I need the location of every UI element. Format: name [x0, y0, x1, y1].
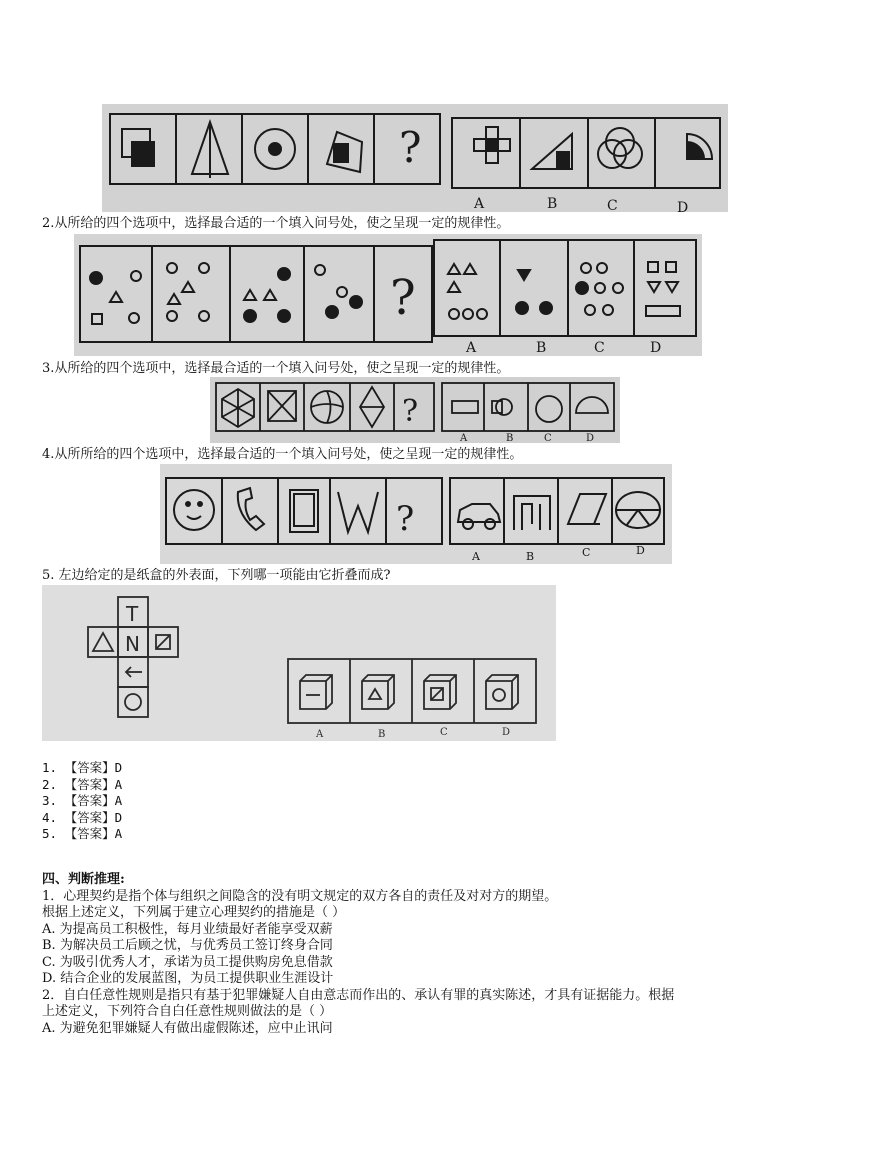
- puzzle-3-figure: [210, 377, 620, 443]
- puzzle-4-stem: 4.从所所给的四个选项中，选择最合适的一个填入问号处，使之呈现一定的规律性。: [42, 447, 523, 462]
- answer-item: 1. 【答案】D: [42, 760, 123, 775]
- net-letter-t: T: [126, 602, 139, 626]
- puzzle-1-image: [102, 104, 728, 212]
- section-line: 根据上述定义，下列属于建立心理契约的措施是（ ）: [42, 905, 346, 920]
- option-label: B: [506, 433, 514, 443]
- option-label: B: [536, 340, 547, 356]
- section-title: 四、判断推理:: [42, 872, 125, 887]
- option-label: C: [544, 433, 552, 443]
- puzzle-2-image: [74, 234, 702, 356]
- option-label: A: [316, 729, 324, 740]
- puzzle-5-image: [42, 585, 556, 741]
- section-line: C. 为吸引优秀人才，承诺为员工提供购房免息借款: [42, 954, 333, 970]
- section-judgement-reasoning: [42, 872, 674, 1037]
- puzzle-1-figure: [102, 104, 728, 212]
- puzzle-4-figure: [160, 464, 672, 564]
- answer-list: [42, 760, 122, 843]
- puzzle-2-figure: [74, 234, 702, 356]
- option-label: B: [378, 729, 386, 740]
- option-label: A: [474, 196, 485, 212]
- section-line: 1．心理契约是指个体与组织之间隐含的没有明文规定的双方各自的责任及对对方的期望。: [42, 888, 558, 904]
- option-label: C: [440, 727, 448, 738]
- option-label: D: [586, 433, 595, 443]
- answer-item: 5. 【答案】A: [42, 826, 123, 841]
- option-label: D: [677, 200, 689, 212]
- option-label: D: [636, 544, 645, 557]
- option-label: B: [526, 550, 535, 563]
- section-line: D. 结合企业的发展蓝图，为员工提供职业生涯设计: [42, 971, 334, 986]
- answer-item: 2. 【答案】A: [42, 776, 123, 792]
- section-line: 2．自白任意性规则是指只有基于犯罪嫌疑人自由意志而作出的、承认有罪的真实陈述，才具有证据能力。根据: [42, 987, 675, 1003]
- option-label: A: [460, 433, 468, 443]
- option-label: C: [582, 546, 591, 559]
- question-mark-1: ?: [399, 123, 422, 172]
- puzzle-3-stem: 3.从所给的四个选项中，选择最合适的一个填入问号处，使之呈现一定的规律性。: [42, 361, 510, 376]
- option-label: D: [502, 727, 511, 738]
- section-line: A. 为提高员工积极性，每月业绩最好者能享受双薪: [42, 921, 333, 937]
- puzzle-5-stem: 5. 左边给定的是纸盒的外表面，下列哪一项能由它折叠而成?: [42, 568, 391, 583]
- puzzle-3-image: [210, 377, 620, 443]
- section-line: B. 为解决员工后顾之忧，与优秀员工签订终身合同: [42, 938, 333, 953]
- question-mark-3: ?: [402, 394, 419, 429]
- answer-item: 4. 【答案】D: [42, 809, 123, 825]
- option-label: B: [547, 196, 558, 212]
- puzzle-4-image: [160, 464, 672, 564]
- option-label: D: [650, 340, 662, 356]
- option-label: C: [607, 198, 618, 212]
- question-mark-2: ?: [390, 270, 416, 326]
- option-label: C: [594, 340, 605, 356]
- puzzle-2-stem: 2.从所给的四个选项中，选择最合适的一个填入问号处，使之呈现一定的规律性。: [42, 216, 510, 231]
- net-letter-n: N: [125, 632, 140, 656]
- section-line: A. 为避免犯罪嫌疑人有做出虚假陈述，应中止讯问: [42, 1020, 333, 1036]
- option-label: A: [472, 550, 480, 563]
- puzzle-5-figure: [42, 585, 556, 741]
- answer-item: 3. 【答案】A: [42, 793, 123, 808]
- section-line: 上述定义，下列符合自白任意性规则做法的是（ ）: [42, 1004, 333, 1019]
- option-label: A: [466, 340, 477, 356]
- question-mark-4: ?: [396, 499, 415, 539]
